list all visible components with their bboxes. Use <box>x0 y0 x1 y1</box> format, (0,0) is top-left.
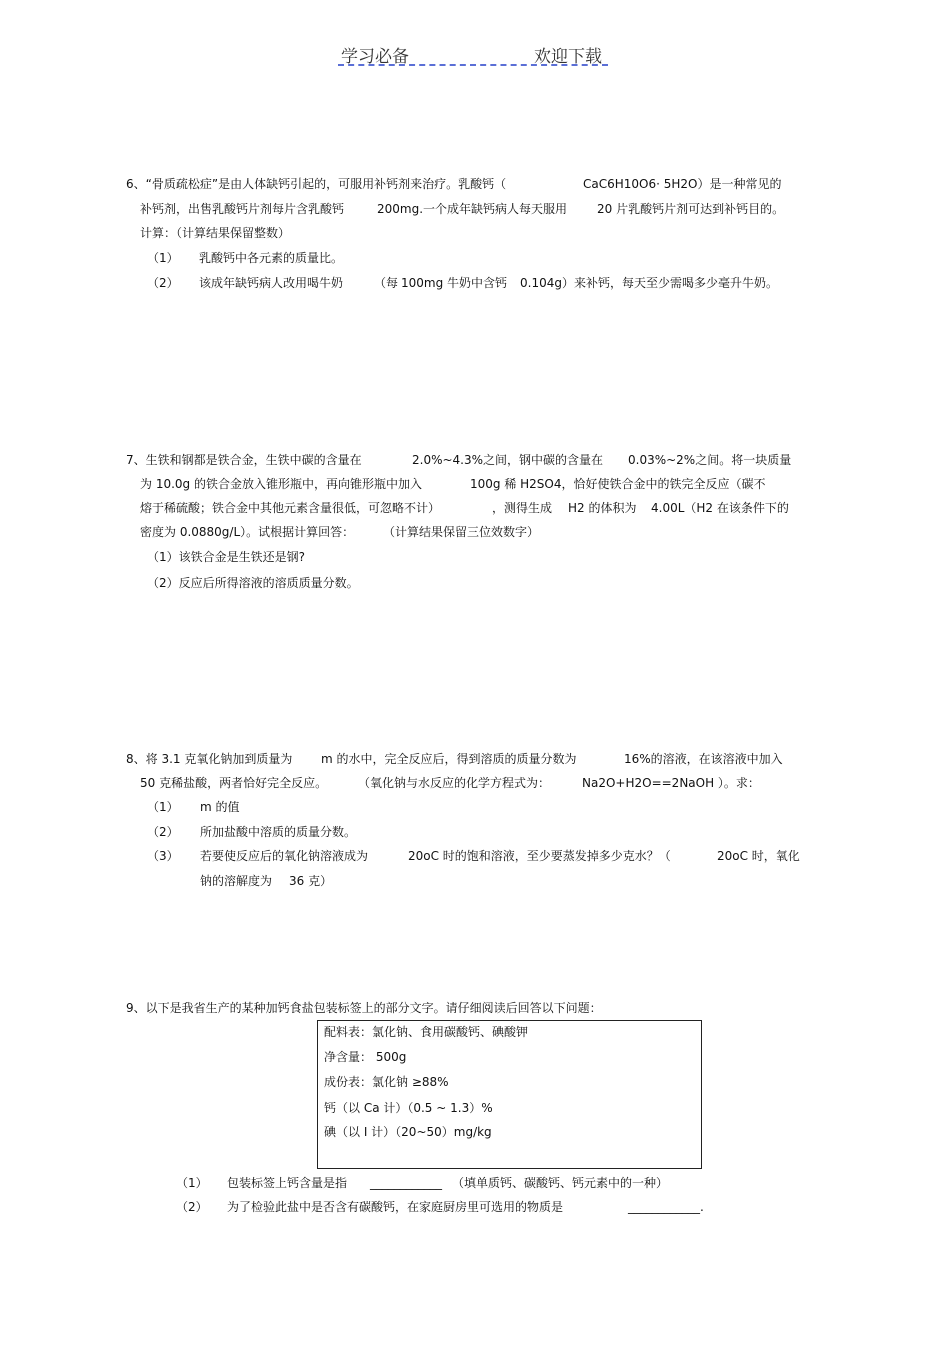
label-composition: 成份表：氯化钠 ≥88% <box>324 1075 449 1089</box>
q9-line-1: 9、以下是我省生产的某种加钙食盐包装标签上的部分文字。请仔细阅读后回答以下问题： <box>126 1001 602 1015</box>
q6-line-1a: 6、“骨质疏松症”是由人体缺钙引起的，可服用补钙剂来治疗。乳酸钙（ <box>126 177 507 191</box>
q9-part-2-blank: ____________. <box>628 1200 704 1214</box>
q6-part-2a: 该成年缺钙病人改用喝牛奶 <box>199 276 344 290</box>
q6-line-1b: CaC6H10O6· 5H2O）是一种常见的 <box>583 177 782 191</box>
q9-part-1a: 包装标签上钙含量是指 <box>227 1176 348 1190</box>
q8-line-1c: 16%的溶液，在该溶液中加入 <box>624 752 783 766</box>
q8-part-1: m 的值 <box>200 800 240 814</box>
q8-line-2a: 50 克稀盐酸，两者恰好完全反应。 <box>140 776 328 790</box>
q6-line-2c: 20 片乳酸钙片剂可达到补钙目的。 <box>597 202 785 216</box>
q6-part-2-number: （2） <box>147 276 179 290</box>
q8-line-1b: m 的水中，完全反应后，得到溶质的质量分数为 <box>321 752 577 766</box>
q8-part-3a: 若要使反应后的氧化钠溶液成为 <box>200 849 369 863</box>
q8-part-3e: 36 克） <box>289 874 333 888</box>
q8-part-1-number: （1） <box>147 800 179 814</box>
salt-package-label <box>317 1020 702 1169</box>
q7-line-4a: 密度为 0.0880g/L）。试根据计算回答： <box>140 525 355 539</box>
label-iodine: 碘（以 I 计）（20~50）mg/kg <box>324 1125 492 1139</box>
q9-part-2-number: （2） <box>176 1200 208 1214</box>
q8-line-2b: （氧化钠与水反应的化学方程式为： <box>358 776 551 790</box>
q8-part-3b: 20oC 时的饱和溶液，至少要蒸发掉多少克水？（ <box>408 849 671 863</box>
q7-line-3c: H2 的体积为 <box>568 501 637 515</box>
q7-line-3b: ，测得生成 <box>492 501 553 515</box>
q7-line-4b: （计算结果保留三位效数字） <box>383 525 540 539</box>
q7-line-1b: 2.0%~4.3%之间，钢中碳的含量在 <box>412 453 604 467</box>
q8-part-2-number: （2） <box>147 825 179 839</box>
q7-part-2: （2）反应后所得溶液的溶质质量分数。 <box>147 576 359 590</box>
q7-line-2b: 100g 稀 H2SO4，恰好使铁合金中的铁完全反应（碳不 <box>470 477 766 491</box>
q7-line-3a: 熔于稀硫酸；铁合金中其他元素含量很低，可忽略不计） <box>140 501 441 515</box>
q9-part-1b: （填单质钙、碳酸钙、钙元素中的一种） <box>452 1176 669 1190</box>
q6-part-2c: 100mg 牛奶中含钙 <box>401 276 508 290</box>
q8-line-1a: 8、将 3.1 克氧化钠加到质量为 <box>126 752 293 766</box>
label-calcium: 钙（以 Ca 计）（0.5 ~ 1.3）% <box>324 1101 493 1115</box>
q6-part-2d: 0.104g）来补钙，每天至少需喝多少毫升牛奶。 <box>520 276 778 290</box>
q6-part-1-number: （1） <box>147 251 179 265</box>
q6-line-3: 计算：（计算结果保留整数） <box>140 226 291 240</box>
label-ingredients: 配料表：氯化钠、食用碳酸钙、碘酸钾 <box>324 1025 529 1039</box>
q6-part-1: 乳酸钙中各元素的质量比。 <box>199 251 344 265</box>
q7-line-1c: 0.03%~2%之间。将一块质量 <box>628 453 792 467</box>
q8-part-2: 所加盐酸中溶质的质量分数。 <box>200 825 357 839</box>
q9-part-2a: 为了检验此盐中是否含有碳酸钙，在家庭厨房里可选用的物质是 <box>227 1200 564 1214</box>
q8-part-3c: 20oC 时，氧化 <box>717 849 800 863</box>
header-left: 学习必备 <box>341 47 409 67</box>
q6-line-2b: 200mg.一个成年缺钙病人每天服用 <box>377 202 568 216</box>
q7-line-3d: 4.00L（H2 在该条件下的 <box>651 501 789 515</box>
q8-part-3d: 钠的溶解度为 <box>200 874 273 888</box>
q7-line-2a: 为 10.0g 的铁合金放入锥形瓶中，再向锥形瓶中加入 <box>140 477 422 491</box>
q6-part-2b: （每 <box>374 276 399 290</box>
header-right: 欢迎下载 <box>534 47 602 67</box>
q7-part-1: （1）该铁合金是生铁还是钢? <box>147 550 306 564</box>
q7-line-1a: 7、生铁和钢都是铁合金，生铁中碳的含量在 <box>126 453 362 467</box>
header-rule <box>338 64 608 66</box>
q9-part-1-number: （1） <box>176 1176 208 1190</box>
q9-part-1-blank: ____________ <box>370 1176 442 1190</box>
label-net-content: 净含量： 500g <box>324 1050 407 1064</box>
q8-part-3-number: （3） <box>147 849 179 863</box>
q8-line-2c: Na2O+H2O==2NaOH ）。求： <box>582 776 760 790</box>
q6-line-2a: 补钙剂，出售乳酸钙片剂每片含乳酸钙 <box>140 202 345 216</box>
